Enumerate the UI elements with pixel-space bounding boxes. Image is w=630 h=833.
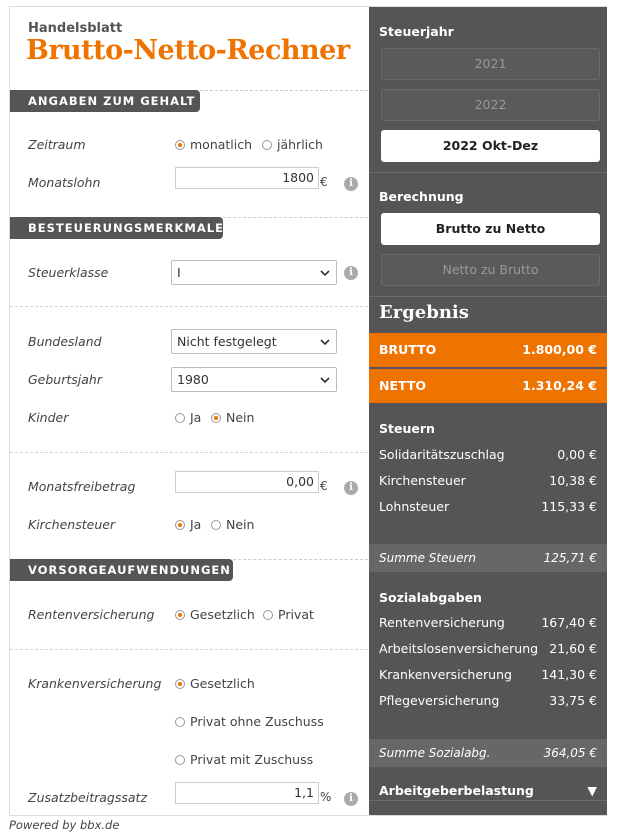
steuerklasse-label: Steuerklasse <box>28 265 109 280</box>
netto-label: NETTO <box>379 378 426 393</box>
radio-kirchensteuer-ja[interactable] <box>175 517 201 532</box>
steuerjahr-2022-okt-dez-button[interactable]: 2022 Okt-Dez <box>381 130 600 162</box>
steuern-row-value: 115,33 € <box>541 499 597 514</box>
divider <box>223 217 368 218</box>
section-header-vorsorge: VORSORGEAUFWENDUNGEN <box>10 559 233 581</box>
radio-dot-checked <box>175 140 185 150</box>
radio-kirchensteuer-nein[interactable] <box>211 517 254 532</box>
steuern-row-label: Kirchensteuer <box>379 473 466 488</box>
radio-monatlich-label: monatlich <box>190 137 253 152</box>
calculator <box>9 6 607 816</box>
radio-kranken-gesetzlich[interactable] <box>175 676 255 691</box>
radio-kirchensteuer-ja-label: Ja <box>190 517 202 532</box>
sozialabgaben-row <box>379 615 597 630</box>
bundesland-select[interactable] <box>171 329 337 354</box>
radio-dot <box>262 140 272 150</box>
radio-dot <box>263 610 273 620</box>
steuern-row-value: 0,00 € <box>557 447 597 462</box>
radio-kirchensteuer-nein-label: Nein <box>226 517 255 532</box>
radio-dot <box>211 520 221 530</box>
radio-kranken-privat-mit[interactable] <box>175 752 313 767</box>
steuerjahr-2022-button[interactable]: 2022 <box>381 89 600 121</box>
kirchensteuer-label: Kirchensteuer <box>28 517 116 532</box>
radio-renten-gesetzlich-label: Gesetzlich <box>190 607 255 622</box>
divider <box>369 296 607 297</box>
summe-sozialabgaben-value: 364,05 € <box>543 746 597 760</box>
brand-name: Handelsblatt <box>28 21 123 36</box>
steuerjahr-2021-button[interactable]: 2021 <box>381 48 600 80</box>
radio-renten-gesetzlich[interactable] <box>175 607 255 622</box>
brutto-result <box>369 333 607 367</box>
radio-kinder-nein[interactable] <box>211 410 254 425</box>
divider <box>233 559 368 560</box>
info-icon[interactable]: i <box>344 177 358 191</box>
info-icon[interactable]: i <box>344 481 358 495</box>
brutto-label: BRUTTO <box>379 342 437 357</box>
divider <box>369 172 607 173</box>
steuern-heading: Steuern <box>379 421 435 436</box>
sozialabgaben-row-label: Krankenversicherung <box>379 667 512 682</box>
bundesland-value: Nicht festgelegt <box>177 334 277 349</box>
steuerjahr-heading: Steuerjahr <box>379 24 454 39</box>
summe-steuern-value: 125,71 € <box>543 551 597 565</box>
radio-dot-checked <box>175 610 185 620</box>
netto-zu-brutto-button[interactable]: Netto zu Brutto <box>381 254 600 286</box>
radio-jaehrlich[interactable] <box>262 137 323 152</box>
krankenversicherung-label: Krankenversicherung <box>28 676 162 691</box>
divider <box>10 306 368 307</box>
radio-dot-checked <box>175 679 185 689</box>
brutto-zu-netto-button[interactable]: Brutto zu Netto <box>381 213 600 245</box>
radio-renten-privat-label: Privat <box>278 607 314 622</box>
radio-jaehrlich-label: jährlich <box>277 137 323 152</box>
page-title: Brutto-Netto-Rechner <box>26 35 350 66</box>
sozialabgaben-row-value: 167,40 € <box>541 615 597 630</box>
divider <box>10 649 368 650</box>
monatsfreibetrag-label: Monatsfreibetrag <box>28 479 136 494</box>
radio-kinder-nein-label: Nein <box>226 410 255 425</box>
kinder-label: Kinder <box>28 410 69 425</box>
geburtsjahr-label: Geburtsjahr <box>28 372 102 387</box>
radio-kinder-ja[interactable] <box>175 410 201 425</box>
arbeitgeberbelastung-label: Arbeitgeberbelastung <box>379 783 534 798</box>
radio-monatlich[interactable] <box>175 137 252 152</box>
sozialabgaben-row-value: 21,60 € <box>549 641 597 656</box>
section-header-besteuerung: BESTEUERUNGSMERKMALE <box>10 217 223 239</box>
summe-steuern-label: Summe Steuern <box>379 551 477 565</box>
form-panel <box>10 7 368 815</box>
steuerklasse-select[interactable] <box>171 260 337 285</box>
sozialabgaben-row <box>379 641 597 656</box>
zeitraum-label: Zeitraum <box>28 137 86 152</box>
chevron-down-icon <box>319 374 331 386</box>
summe-sozialabgaben-label: Summe Sozialabg. <box>379 746 491 760</box>
steuern-row-label: Solidaritätszuschlag <box>379 447 505 462</box>
ergebnis-heading: Ergebnis <box>379 302 469 323</box>
info-icon[interactable]: i <box>344 266 358 280</box>
divider <box>369 800 607 801</box>
geburtsjahr-select[interactable] <box>171 367 337 392</box>
footer-credit: Powered by bbx.de <box>9 818 120 832</box>
result-panel <box>369 7 607 815</box>
triangle-down-icon: ▼ <box>587 783 597 798</box>
zusatzbeitragssatz-unit: % <box>320 790 332 804</box>
monatslohn-unit: € <box>320 175 328 189</box>
arbeitgeberbelastung-toggle[interactable] <box>379 783 597 798</box>
chevron-down-icon <box>319 267 331 279</box>
steuern-row <box>379 473 597 488</box>
zusatzbeitragssatz-input[interactable]: 1,1 <box>175 782 319 804</box>
brutto-value: 1.800,00 € <box>522 342 597 357</box>
sozialabgaben-row-label: Arbeitslosenversicherung <box>379 641 539 656</box>
radio-dot <box>175 755 185 765</box>
summe-sozialabgaben <box>369 739 607 767</box>
bundesland-label: Bundesland <box>28 334 102 349</box>
sozialabgaben-row <box>379 693 597 708</box>
monatsfreibetrag-input[interactable]: 0,00 <box>175 471 319 493</box>
monatslohn-label: Monatslohn <box>28 175 101 190</box>
radio-dot-checked <box>175 520 185 530</box>
rentenversicherung-label: Rentenversicherung <box>28 607 155 622</box>
monatsfreibetrag-unit: € <box>320 479 328 493</box>
geburtsjahr-value: 1980 <box>177 372 209 387</box>
steuerklasse-value: I <box>177 265 181 280</box>
steuern-row <box>379 499 597 514</box>
sozialabgaben-row-label: Pflegeversicherung <box>379 693 500 708</box>
steuern-row-value: 10,38 € <box>549 473 597 488</box>
section-header-gehalt: ANGABEN ZUM GEHALT <box>10 90 200 112</box>
summe-steuern <box>369 544 607 572</box>
berechnung-heading: Berechnung <box>379 189 464 204</box>
radio-dot <box>175 717 185 727</box>
steuern-row-label: Lohnsteuer <box>379 499 450 514</box>
netto-result <box>369 369 607 403</box>
zusatzbeitragssatz-label: Zusatzbeitragssatz <box>28 790 148 805</box>
radio-dot-checked <box>211 413 221 423</box>
chevron-down-icon <box>319 336 331 348</box>
radio-renten-privat[interactable] <box>263 607 314 622</box>
radio-kinder-ja-label: Ja <box>190 410 202 425</box>
divider <box>200 90 368 91</box>
sozialabgaben-row-value: 141,30 € <box>541 667 597 682</box>
sozialabgaben-row-label: Rentenversicherung <box>379 615 505 630</box>
sozialabgaben-row <box>379 667 597 682</box>
divider <box>10 452 368 453</box>
sozialabgaben-row-value: 33,75 € <box>549 693 597 708</box>
netto-value: 1.310,24 € <box>522 378 597 393</box>
sozialabgaben-heading: Sozialabgaben <box>379 590 482 605</box>
radio-kranken-privat-mit-label: Privat mit Zuschuss <box>190 752 314 767</box>
radio-kranken-gesetzlich-label: Gesetzlich <box>190 676 255 691</box>
monatslohn-input[interactable]: 1800 <box>175 167 319 189</box>
radio-dot <box>175 413 185 423</box>
info-icon[interactable]: i <box>344 792 358 806</box>
radio-kranken-privat-ohne[interactable] <box>175 714 324 729</box>
radio-kranken-privat-ohne-label: Privat ohne Zuschuss <box>190 714 324 729</box>
steuern-row <box>379 447 597 462</box>
